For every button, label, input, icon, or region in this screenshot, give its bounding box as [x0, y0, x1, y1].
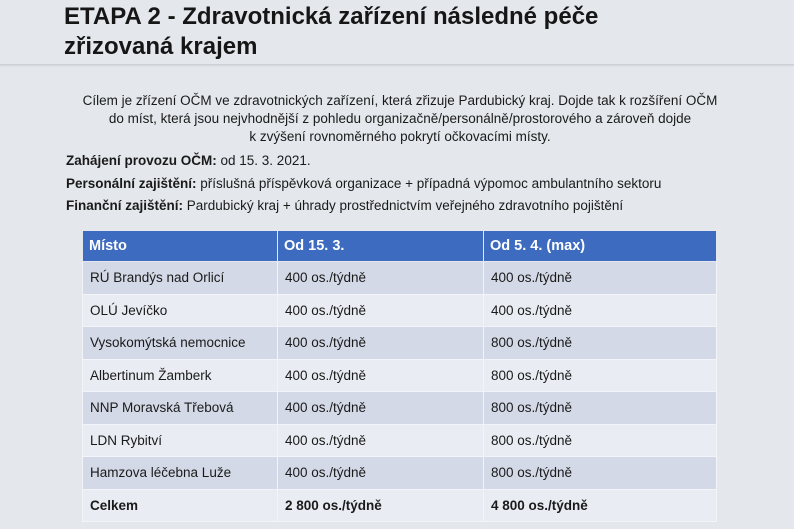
header-from-5-4-max: Od 5. 4. (max) [484, 231, 717, 262]
capacity-mar-cell: 400 os./týdně [278, 294, 484, 327]
intro-line-2: do míst, která jsou nejvhodnější z pohledu organizačně/personálně/prostorového a zároveň dojde [108, 111, 692, 126]
capacity-mar-cell: 400 os./týdně [278, 262, 484, 295]
header-place: Místo [83, 231, 278, 262]
table-row [83, 457, 717, 490]
finance-label: Finanční zajištění: [66, 198, 184, 213]
start-date-value: od 15. 3. 2021. [216, 153, 311, 168]
capacity-apr-cell: 400 os./týdně [484, 294, 717, 327]
capacity-mar-cell: 400 os./týdně [278, 359, 484, 392]
capacity-mar-cell: 400 os./týdně [278, 424, 484, 457]
total-label-cell: Celkem [83, 489, 278, 522]
table-header-row [83, 231, 717, 262]
capacity-apr-cell: 800 os./týdně [484, 424, 717, 457]
staffing-value: příslušná příspěvková organizace + případná výpomoc ambulantního sektoru [196, 176, 662, 191]
capacity-mar-cell: 400 os./týdně [278, 392, 484, 425]
start-date-info [66, 152, 311, 170]
intro-line-3: k zvýšení rovnoměrného pokrytí očkovacími místy. [249, 129, 551, 144]
capacity-apr-cell: 800 os./týdně [484, 392, 717, 425]
finance-value: Pardubický kraj + úhrady prostřednictvím veřejného zdravotního pojištění [183, 198, 624, 213]
header-from-15-3: Od 15. 3. [278, 231, 484, 262]
capacity-mar-cell: 400 os./týdně [278, 457, 484, 490]
staffing-info [66, 175, 661, 193]
place-cell: Hamzova léčebna Luže [83, 457, 278, 490]
staffing-label: Personální zajištění: [66, 176, 197, 191]
slide-title-line-1: ETAPA 2 - Zdravotnická zařízení následné péče [64, 3, 599, 30]
intro-line-1: Cílem je zřízení OČM ve zdravotnických zařízení, která zřizuje Pardubický kraj. Dojde tak k rozšíření OČM [82, 93, 718, 108]
finance-info [66, 197, 623, 215]
place-cell: Albertinum Žamberk [83, 359, 278, 392]
place-cell: RÚ Brandýs nad Orlicí [83, 262, 278, 295]
capacity-apr-cell: 800 os./týdně [484, 457, 717, 490]
capacity-mar-cell: 400 os./týdně [278, 327, 484, 360]
capacity-apr-cell: 800 os./týdně [484, 359, 717, 392]
total-apr-cell: 4 800 os./týdně [484, 489, 717, 522]
slide-title [64, 2, 598, 62]
table-total-row [83, 489, 717, 522]
slide-title-line-2: zřizovaná krajem [64, 33, 258, 60]
capacity-apr-cell: 800 os./týdně [484, 327, 717, 360]
place-cell: LDN Rybitví [83, 424, 278, 457]
table-row [83, 294, 717, 327]
table-row [83, 424, 717, 457]
table-row [83, 262, 717, 295]
table-row [83, 327, 717, 360]
table-row [83, 392, 717, 425]
title-divider [0, 64, 794, 67]
place-cell: OLÚ Jevíčko [83, 294, 278, 327]
table-row [83, 359, 717, 392]
place-cell: Vysokomýtská nemocnice [83, 327, 278, 360]
vaccination-capacity-table [82, 230, 717, 522]
capacity-apr-cell: 400 os./týdně [484, 262, 717, 295]
start-date-label: Zahájení provozu OČM: [66, 153, 217, 168]
total-mar-cell: 2 800 os./týdně [278, 489, 484, 522]
place-cell: NNP Moravská Třebová [83, 392, 278, 425]
intro-paragraph [60, 92, 740, 146]
